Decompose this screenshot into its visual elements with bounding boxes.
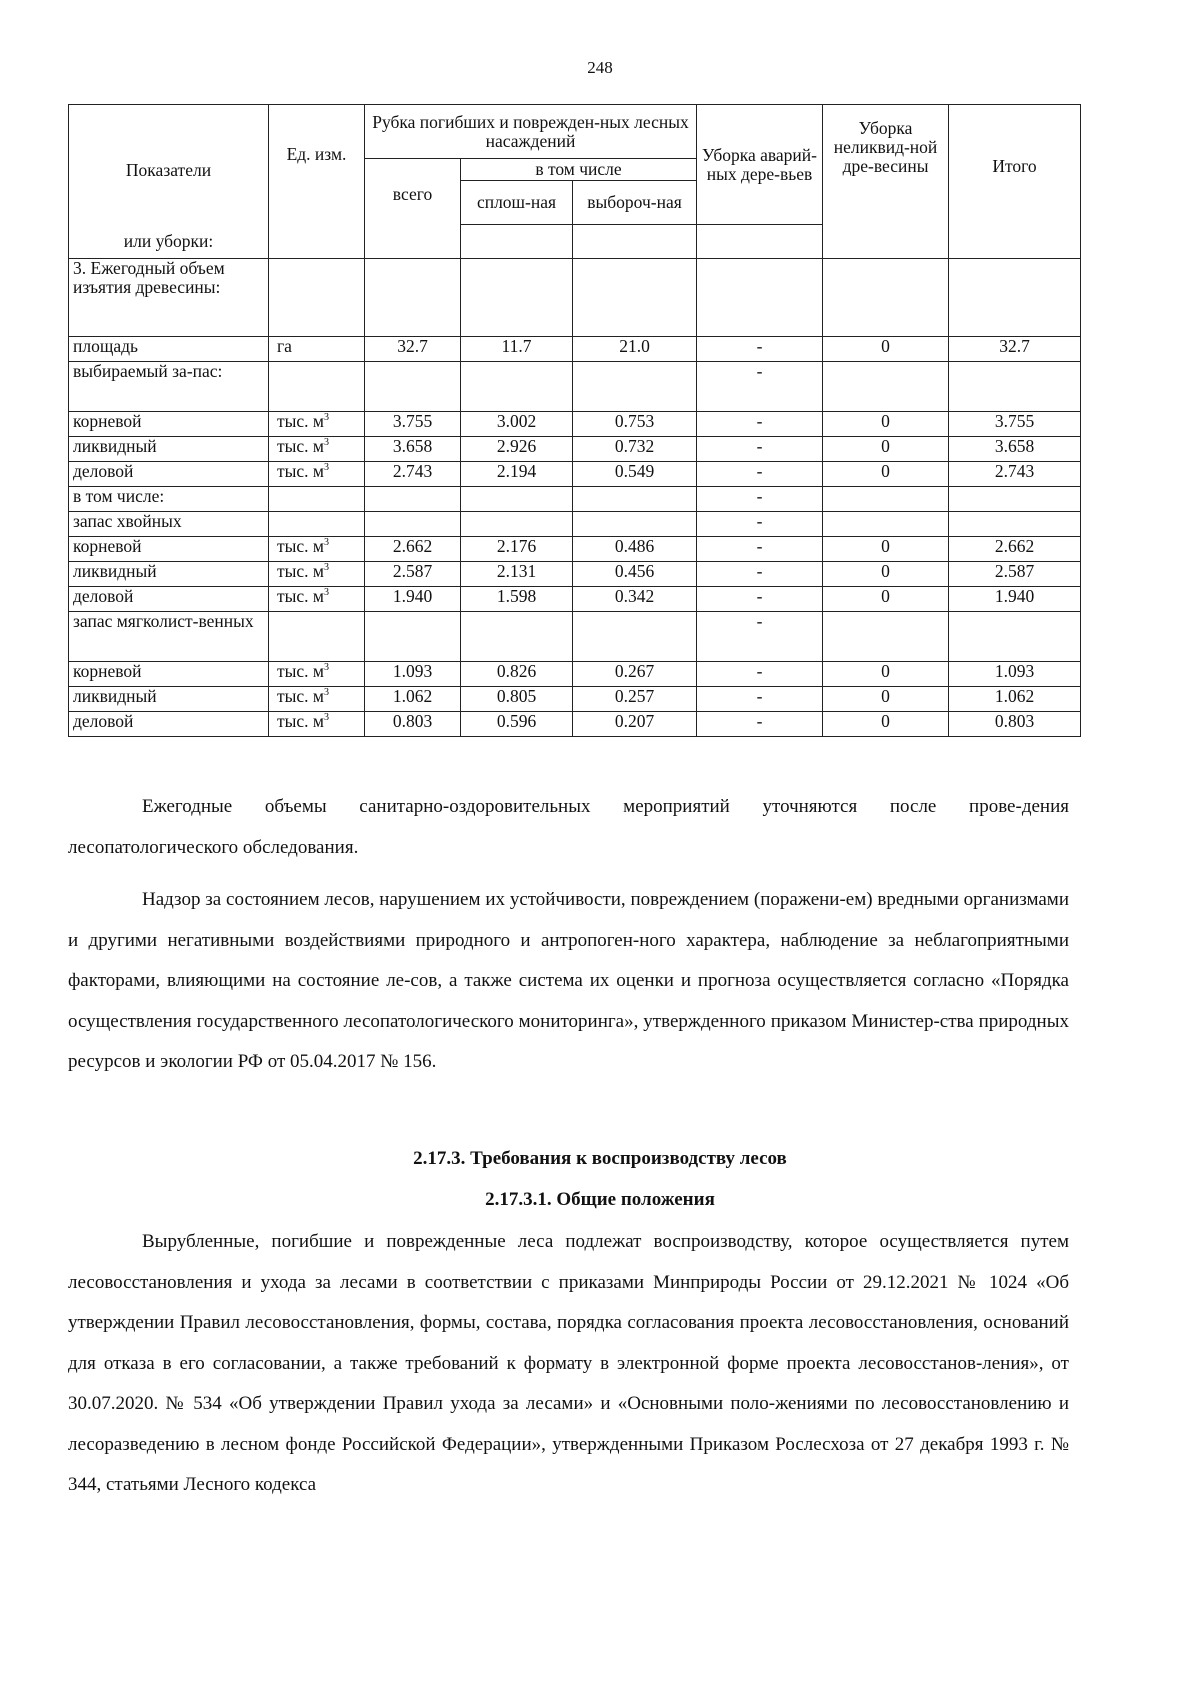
header-unit: Ед. изм. <box>269 105 365 259</box>
header-selective: выбороч-ная <box>573 181 697 225</box>
cell-unit <box>269 612 365 662</box>
cell-total: 32.7 <box>949 337 1081 362</box>
cell-emergency: - <box>697 712 823 737</box>
cell-clear <box>461 362 573 412</box>
cell-selective: 0.486 <box>573 537 697 562</box>
cell-unit <box>269 512 365 537</box>
unit-superscript: 3 <box>324 437 329 449</box>
cell-unit: га <box>269 337 365 362</box>
cell-all: 2.587 <box>365 562 461 587</box>
cell-label: ликвидный <box>69 562 269 587</box>
body-paragraphs-top <box>68 787 1069 1083</box>
table-row <box>69 612 1081 662</box>
cell-selective: 0.753 <box>573 412 697 437</box>
cell-unit: тыс. $м^3$ <box>269 462 365 487</box>
cell-all: 0.803 <box>365 712 461 737</box>
header-indicators-top: Показатели <box>125 160 212 180</box>
cell-label: выбираемый за-пас: <box>69 362 269 412</box>
cell-total: 1.940 <box>949 587 1081 612</box>
table-row <box>69 362 1081 412</box>
cell-emergency: - <box>697 537 823 562</box>
header-all: всего <box>365 159 461 259</box>
cell-unit: тыс. $м^3$ <box>269 537 365 562</box>
cell-total <box>949 362 1081 412</box>
table-row <box>69 259 1081 337</box>
cell-illiquid: 0 <box>823 587 949 612</box>
cell-unit: тыс. $м^3$ <box>269 587 365 612</box>
table-row <box>69 537 1081 562</box>
harvest-volume-table <box>68 104 1081 737</box>
body-paragraph-bottom <box>68 1222 1069 1506</box>
unit-superscript: 3 <box>324 687 329 699</box>
cell-illiquid: 0 <box>823 337 949 362</box>
unit-superscript: 3 <box>324 587 329 599</box>
cell-emergency: - <box>697 587 823 612</box>
paragraph: Надзор за состоянием лесов, нарушением их устойчивости, повреждением (поражени-ем) вредными организмами и другими негативными воздействиями природного и антропоген-ного характера, наблюдение за неблагоприятными факторами, влияющими на состояние ле-сов, а также система их оценки и прогноза осуществляется согласно «Порядка осуществления государственного лесопатологического мониторинга», утвержденного приказом Министер-ства природных ресурсов и экологии РФ от 05.04.2017 № 156. <box>68 889 1069 1072</box>
cell-emergency: - <box>697 362 823 412</box>
cell-total: 1.093 <box>949 662 1081 687</box>
paragraph: Вырубленные, погибшие и поврежденные леса подлежат воспроизводству, которое осуществляется путем лесовосстановления и ухода за лесами в соответствии с приказами Минприроды России от 29.12.2021 № 1024 «Об утверждении Правил лесовосстановления, формы, состава, порядка согласования проекта лесовосстановления, оснований для отказа в его согласовании, а также требований к формату в электронной форме проекта лесовосстанов-ления», от 30.07.2020. № 534 «Об утверждении Правил ухода за лесами» и «Основными поло-жениями по лесовосстановлению и лесоразведению в лесном фонде Российской Федерации», утвержденными Приказом Рослесхоза от 27 декабря 1993 г. № 344, статьями Лесного кодекса <box>68 1231 1069 1495</box>
cell-label: 3. Ежегодный объем изъятия древесины: <box>69 259 269 337</box>
cell-all: 2.662 <box>365 537 461 562</box>
cell-all: 32.7 <box>365 337 461 362</box>
cell-clear: 1.598 <box>461 587 573 612</box>
header-indicators <box>69 105 269 259</box>
cell-selective: 0.732 <box>573 437 697 462</box>
cell-selective: 0.257 <box>573 687 697 712</box>
cell-illiquid <box>823 362 949 412</box>
paragraph: Ежегодные объемы санитарно-оздоровительных мероприятий уточняются после прове-дения лесопатологического обследования. <box>68 796 1069 858</box>
cell-all <box>365 487 461 512</box>
cell-emergency: - <box>697 337 823 362</box>
cell-label: корневой <box>69 662 269 687</box>
cell-clear <box>461 487 573 512</box>
cell-illiquid: 0 <box>823 562 949 587</box>
cell-selective: 0.342 <box>573 587 697 612</box>
cell-emergency: - <box>697 562 823 587</box>
cell-selective <box>573 487 697 512</box>
cell-all: 1.093 <box>365 662 461 687</box>
cell-clear: 2.194 <box>461 462 573 487</box>
cell-illiquid: 0 <box>823 712 949 737</box>
table-row <box>69 412 1081 437</box>
cell-label: деловой <box>69 462 269 487</box>
cell-total: 3.755 <box>949 412 1081 437</box>
cell-total: 2.743 <box>949 462 1081 487</box>
cell-label: корневой <box>69 412 269 437</box>
header-clear-empty <box>461 225 573 259</box>
cell-emergency: - <box>697 487 823 512</box>
cell-all: 3.755 <box>365 412 461 437</box>
cell-emergency: - <box>697 437 823 462</box>
cell-selective: 0.207 <box>573 712 697 737</box>
cell-clear <box>461 259 573 337</box>
cell-unit <box>269 362 365 412</box>
cell-selective: 21.0 <box>573 337 697 362</box>
cell-total: 2.662 <box>949 537 1081 562</box>
cell-emergency: - <box>697 612 823 662</box>
cell-label: деловой <box>69 587 269 612</box>
cell-clear: 2.131 <box>461 562 573 587</box>
cell-clear: 11.7 <box>461 337 573 362</box>
cell-all <box>365 259 461 337</box>
cell-illiquid: 0 <box>823 537 949 562</box>
cell-clear: 2.926 <box>461 437 573 462</box>
unit-superscript: 3 <box>324 712 329 724</box>
cell-unit: тыс. $м^3$ <box>269 662 365 687</box>
cell-label: в том числе: <box>69 487 269 512</box>
cell-all <box>365 362 461 412</box>
cell-label: запас мягколист-венных <box>69 612 269 662</box>
cell-illiquid: 0 <box>823 437 949 462</box>
cell-all: 1.062 <box>365 687 461 712</box>
cell-emergency: - <box>697 512 823 537</box>
cell-illiquid: 0 <box>823 662 949 687</box>
table-row <box>69 512 1081 537</box>
cell-selective: 0.549 <box>573 462 697 487</box>
cell-unit <box>269 259 365 337</box>
cell-total <box>949 487 1081 512</box>
cell-emergency: - <box>697 662 823 687</box>
cell-clear: 0.805 <box>461 687 573 712</box>
header-felling-group: Рубка погибших и поврежден-ных лесных насаждений <box>365 105 697 159</box>
cell-selective <box>573 259 697 337</box>
cell-illiquid <box>823 612 949 662</box>
cell-unit: тыс. $м^3$ <box>269 562 365 587</box>
cell-clear: 3.002 <box>461 412 573 437</box>
cell-total: 3.658 <box>949 437 1081 462</box>
unit-superscript: 3 <box>324 662 329 674</box>
cell-unit <box>269 487 365 512</box>
cell-illiquid: 0 <box>823 412 949 437</box>
cell-total: 1.062 <box>949 687 1081 712</box>
cell-unit: тыс. $м^3$ <box>269 687 365 712</box>
cell-total <box>949 259 1081 337</box>
cell-unit: тыс. $м^3$ <box>269 712 365 737</box>
cell-clear <box>461 612 573 662</box>
cell-clear: 0.826 <box>461 662 573 687</box>
cell-label: деловой <box>69 712 269 737</box>
header-selective-empty <box>573 225 697 259</box>
cell-all: 2.743 <box>365 462 461 487</box>
cell-all <box>365 512 461 537</box>
cell-all: 1.940 <box>365 587 461 612</box>
cell-clear: 2.176 <box>461 537 573 562</box>
table-row <box>69 587 1081 612</box>
cell-all <box>365 612 461 662</box>
cell-illiquid: 0 <box>823 462 949 487</box>
cell-illiquid <box>823 487 949 512</box>
table-row <box>69 687 1081 712</box>
cell-selective: 0.267 <box>573 662 697 687</box>
table-row <box>69 712 1081 737</box>
unit-superscript: 3 <box>324 537 329 549</box>
cell-emergency <box>697 259 823 337</box>
cell-total <box>949 512 1081 537</box>
unit-superscript: 3 <box>324 562 329 574</box>
cell-total <box>949 612 1081 662</box>
cell-emergency: - <box>697 687 823 712</box>
cell-illiquid <box>823 259 949 337</box>
table-row <box>69 562 1081 587</box>
page-number: 248 <box>587 58 613 77</box>
cell-emergency: - <box>697 412 823 437</box>
cell-selective: 0.456 <box>573 562 697 587</box>
table-row <box>69 462 1081 487</box>
cell-illiquid <box>823 512 949 537</box>
cell-clear <box>461 512 573 537</box>
cell-emergency: - <box>697 462 823 487</box>
header-clear: сплош-ная <box>461 181 573 225</box>
table-row <box>69 437 1081 462</box>
cell-clear: 0.596 <box>461 712 573 737</box>
header-illiquid: Уборка неликвид-ной дре-весины <box>823 105 949 259</box>
header-including: в том числе <box>461 159 697 181</box>
cell-unit: тыс. $м^3$ <box>269 437 365 462</box>
header-emergency: Уборка аварий-ных дере-вьев <box>697 105 823 225</box>
cell-unit: тыс. $м^3$ <box>269 412 365 437</box>
header-total: Итого <box>949 105 1081 259</box>
unit-superscript: 3 <box>324 462 329 474</box>
table-row <box>69 487 1081 512</box>
cell-label: площадь <box>69 337 269 362</box>
cell-all: 3.658 <box>365 437 461 462</box>
cell-label: ликвидный <box>69 437 269 462</box>
cell-selective <box>573 612 697 662</box>
table-row <box>69 337 1081 362</box>
cell-label: запас хвойных <box>69 512 269 537</box>
section-heading: 2.17.3. Требования к воспроизводству лесов <box>413 1148 787 1169</box>
cell-total: 2.587 <box>949 562 1081 587</box>
unit-superscript: 3 <box>324 412 329 424</box>
cell-label: корневой <box>69 537 269 562</box>
cell-selective <box>573 362 697 412</box>
cell-selective <box>573 512 697 537</box>
cell-total: 0.803 <box>949 712 1081 737</box>
cell-label: ликвидный <box>69 687 269 712</box>
subsection-heading: 2.17.3.1. Общие положения <box>485 1189 715 1210</box>
header-emergency-empty <box>697 225 823 259</box>
cell-illiquid: 0 <box>823 687 949 712</box>
table-row <box>69 662 1081 687</box>
header-indicators-bottom: или уборки: <box>123 231 214 251</box>
